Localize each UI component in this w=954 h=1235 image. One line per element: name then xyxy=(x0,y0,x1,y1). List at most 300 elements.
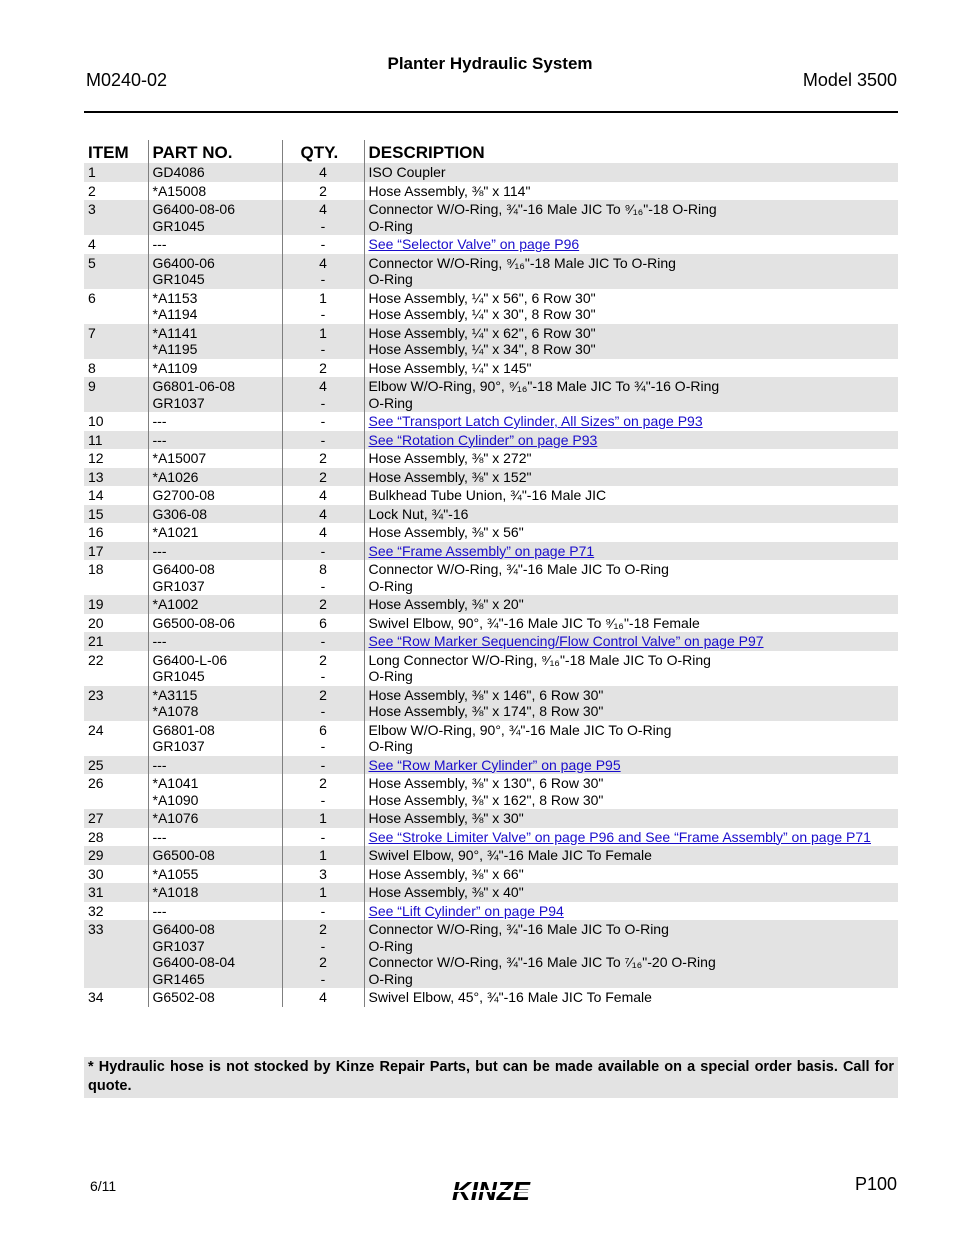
description-cell xyxy=(364,431,898,450)
item-number: 5 xyxy=(84,254,148,289)
description-text: O-Ring xyxy=(368,668,413,684)
description-line xyxy=(369,543,895,560)
quantity: - xyxy=(320,970,326,987)
footnote: * Hydraulic hose is not stocked by Kinze Repair Parts, but can be made available on a special order basis. Call for quote. xyxy=(84,1057,898,1098)
quantity: 4 xyxy=(319,487,327,503)
cross-reference-link[interactable]: See “Selector Valve” on page P96 xyxy=(368,236,580,252)
part-number-cell xyxy=(148,235,282,254)
quantity: 8 xyxy=(319,561,327,577)
part-number-cell xyxy=(148,542,282,561)
description-cell xyxy=(364,289,898,324)
quantity: 2 xyxy=(319,468,327,485)
item-number: 4 xyxy=(88,236,96,252)
quantity-cell xyxy=(282,200,364,235)
cross-reference-link[interactable]: See “Row Marker Sequencing/Flow Control Valve” on page P97 xyxy=(368,633,764,649)
part-number: *A1141 xyxy=(152,324,198,341)
quantity-cell xyxy=(282,846,364,865)
part-number-cell xyxy=(148,523,282,542)
quantity-cell xyxy=(282,505,364,524)
part-number: GR1037 xyxy=(152,577,205,594)
part-number: G6500-08 xyxy=(152,847,215,863)
description-line xyxy=(369,829,895,846)
description-cell xyxy=(364,560,898,595)
part-number: GR1037 xyxy=(152,738,205,754)
part-number: G6400-08 xyxy=(152,561,215,577)
quantity: 2 xyxy=(319,775,327,791)
description-line xyxy=(369,757,895,774)
quantity: 2 xyxy=(319,686,327,703)
part-number: G6400-L-06 xyxy=(152,651,228,668)
item-number: 7 xyxy=(84,324,148,359)
part-number: G306-08 xyxy=(152,505,207,522)
description-text: O-Ring xyxy=(368,937,413,954)
part-number: *A15007 xyxy=(152,450,207,466)
table-row xyxy=(84,809,898,828)
cross-reference-link[interactable]: See “Frame Assembly” on page P71 xyxy=(368,542,595,559)
part-number: G6400-08-06 xyxy=(152,201,236,217)
part-number-cell xyxy=(148,614,282,633)
item-number: 6 xyxy=(88,289,96,306)
part-number-cell xyxy=(148,359,282,378)
quantity: - xyxy=(320,271,326,287)
item-number: 15 xyxy=(84,505,148,524)
description-text: Lock Nut, ¾"-16 xyxy=(368,505,469,522)
quantity-cell xyxy=(282,920,364,988)
quantity-cell xyxy=(282,182,364,201)
quantity: 2 xyxy=(319,450,327,466)
part-number-cell xyxy=(148,182,282,201)
table-row xyxy=(84,468,898,487)
part-number: GR1465 xyxy=(152,970,205,987)
table-row xyxy=(84,324,898,359)
quantity: 4 xyxy=(319,164,327,180)
table-row xyxy=(84,920,898,988)
description-text: Elbow W/O-Ring, 90°, ¾"-16 Male JIC To O-Ring xyxy=(368,721,672,738)
table-row xyxy=(84,523,898,542)
item-number: 17 xyxy=(84,542,148,561)
description-text: O-Ring xyxy=(368,271,413,287)
part-number: G6400-06 xyxy=(152,254,215,271)
part-number: GR1037 xyxy=(152,394,205,411)
description-cell xyxy=(364,809,898,828)
description-cell xyxy=(364,721,898,756)
description-text: Hose Assembly, ⅜" x 56" xyxy=(368,524,524,540)
quantity: - xyxy=(320,703,326,719)
item-number: 12 xyxy=(88,450,104,466)
part-number: --- xyxy=(152,902,167,919)
cross-reference-link[interactable]: See “Rotation Cylinder” on page P93 xyxy=(368,431,598,448)
item-number: 23 xyxy=(84,686,148,721)
item-number: 9 xyxy=(84,377,148,412)
description-text: Hose Assembly, ⅜" x 20" xyxy=(368,596,524,612)
quantity-cell xyxy=(282,289,364,324)
part-number-cell xyxy=(148,163,282,182)
parts-table-body xyxy=(84,163,898,1007)
description-cell xyxy=(364,505,898,524)
model-label: Model 3500 xyxy=(802,70,897,90)
description-cell xyxy=(364,756,898,775)
quantity: - xyxy=(320,394,326,411)
description-cell xyxy=(364,920,898,988)
description-text: Connector W/O-Ring, ¾"-16 Male JIC To O-Ring xyxy=(368,561,669,577)
item-number: 33 xyxy=(84,920,148,988)
quantity: 4 xyxy=(319,524,327,540)
table-row xyxy=(84,560,898,595)
quantity: - xyxy=(320,236,326,252)
quantity: 4 xyxy=(319,254,327,271)
column-header-part-no: PART NO. xyxy=(148,140,282,163)
quantity-cell xyxy=(282,523,364,542)
table-row xyxy=(84,486,898,505)
part-number: *A1021 xyxy=(152,524,199,540)
table-row xyxy=(84,774,898,809)
quantity: 1 xyxy=(319,810,327,826)
part-number: G6500-08-06 xyxy=(152,614,236,631)
table-row xyxy=(84,254,898,289)
quantity-cell xyxy=(282,865,364,884)
part-number-cell xyxy=(148,721,282,756)
document-number: M0240-02 xyxy=(86,70,168,90)
description-text: Hose Assembly, ⅜" x 152" xyxy=(368,468,532,485)
cross-reference-link[interactable]: See “Lift Cylinder” on page P94 xyxy=(368,902,564,919)
table-row xyxy=(84,988,898,1007)
part-number: *A1041 xyxy=(152,775,199,791)
description-text: Bulkhead Tube Union, ¾"-16 Male JIC xyxy=(368,487,607,503)
part-number: *A1026 xyxy=(152,468,199,485)
quantity-cell xyxy=(282,614,364,633)
item-number: 31 xyxy=(84,883,148,902)
description-cell xyxy=(364,902,898,921)
item-number: 1 xyxy=(84,163,148,182)
quantity-cell xyxy=(282,809,364,828)
part-number: *A1078 xyxy=(152,703,199,719)
quantity-cell xyxy=(282,468,364,487)
quantity-cell xyxy=(282,542,364,561)
part-number: *A1153 xyxy=(152,289,198,306)
quantity-cell xyxy=(282,486,364,505)
quantity: 2 xyxy=(319,921,327,937)
part-number-cell xyxy=(148,324,282,359)
description-cell xyxy=(364,200,898,235)
column-header-description: DESCRIPTION xyxy=(364,140,898,163)
quantity: 6 xyxy=(319,614,327,631)
part-number-cell xyxy=(148,686,282,721)
description-text: Hose Assembly, ⅜" x 30" xyxy=(368,810,524,826)
table-row xyxy=(84,235,898,254)
kinze-logo xyxy=(430,1177,552,1205)
quantity-cell xyxy=(282,721,364,756)
part-number: G6400-08 xyxy=(152,921,215,937)
quantity: - xyxy=(320,937,326,954)
quantity: - xyxy=(320,791,326,808)
table-row xyxy=(84,846,898,865)
description-cell xyxy=(364,828,898,847)
quantity: 2 xyxy=(319,954,327,970)
description-line xyxy=(369,633,895,650)
description-text: Hose Assembly, ¼" x 62", 6 Row 30" xyxy=(368,324,596,341)
part-number: --- xyxy=(152,633,167,649)
quantity-cell xyxy=(282,254,364,289)
description-cell xyxy=(364,632,898,651)
description-cell xyxy=(364,235,898,254)
table-row xyxy=(84,686,898,721)
quantity: 4 xyxy=(319,989,327,1005)
quantity: 1 xyxy=(319,884,327,900)
quantity: - xyxy=(320,668,326,684)
table-row xyxy=(84,828,898,847)
part-number: GD4086 xyxy=(152,164,205,180)
part-number-cell xyxy=(148,377,282,412)
part-number-cell xyxy=(148,828,282,847)
item-number: 30 xyxy=(88,865,104,882)
part-number: G6801-08 xyxy=(152,721,215,738)
description-cell xyxy=(364,988,898,1007)
table-row xyxy=(84,902,898,921)
column-header-qty: QTY. xyxy=(282,140,364,163)
description-cell xyxy=(364,651,898,686)
part-number: *A1090 xyxy=(152,791,199,808)
description-text: O-Ring xyxy=(368,217,413,234)
item-number: 28 xyxy=(88,828,104,845)
quantity-cell xyxy=(282,828,364,847)
description-text: O-Ring xyxy=(368,970,413,987)
quantity-cell xyxy=(282,902,364,921)
quantity: - xyxy=(320,902,326,919)
item-number: 16 xyxy=(88,524,104,540)
description-cell xyxy=(364,324,898,359)
part-number-cell xyxy=(148,883,282,902)
quantity-cell xyxy=(282,756,364,775)
page-number: P100 xyxy=(854,1174,897,1194)
part-number: GR1045 xyxy=(152,668,205,684)
part-number: G2700-08 xyxy=(152,487,215,503)
part-number: --- xyxy=(152,413,167,429)
part-number: *A1055 xyxy=(152,865,199,882)
part-number-cell xyxy=(148,651,282,686)
description-text: Swivel Elbow, 45°, ¾"-16 Male JIC To Female xyxy=(368,989,652,1005)
description-line xyxy=(369,432,895,449)
item-number: 25 xyxy=(84,756,148,775)
quantity: 6 xyxy=(319,721,327,738)
quantity: 2 xyxy=(319,596,327,612)
part-number-cell xyxy=(148,920,282,988)
description-cell xyxy=(364,163,898,182)
part-number-cell xyxy=(148,486,282,505)
quantity-cell xyxy=(282,431,364,450)
description-text: O-Ring xyxy=(368,577,413,594)
description-text: Hose Assembly, ⅜" x 146", 6 Row 30" xyxy=(368,686,604,703)
parts-table xyxy=(84,140,898,1007)
table-row xyxy=(84,632,898,651)
part-number: *A1195 xyxy=(152,341,198,357)
description-cell xyxy=(364,468,898,487)
quantity: 2 xyxy=(319,651,327,668)
table-row xyxy=(84,756,898,775)
quantity: - xyxy=(320,431,326,448)
quantity-cell xyxy=(282,412,364,431)
description-text: Swivel Elbow, 90°, ¾"-16 Male JIC To Female xyxy=(368,847,652,863)
item-number: 21 xyxy=(84,632,148,651)
quantity: 2 xyxy=(319,182,327,199)
part-number: *A1076 xyxy=(152,810,199,826)
part-number-cell xyxy=(148,595,282,614)
description-text: O-Ring xyxy=(368,394,413,411)
quantity-cell xyxy=(282,651,364,686)
table-row xyxy=(84,542,898,561)
part-number-cell xyxy=(148,865,282,884)
part-number: GR1045 xyxy=(152,271,205,287)
item-number: 20 xyxy=(88,614,104,631)
description-line xyxy=(369,236,895,253)
part-number-cell xyxy=(148,632,282,651)
item-number: 29 xyxy=(84,846,148,865)
part-number: *A3115 xyxy=(152,686,198,703)
quantity-cell xyxy=(282,163,364,182)
part-number-cell xyxy=(148,200,282,235)
table-row xyxy=(84,614,898,633)
item-number: 14 xyxy=(88,487,104,503)
table-row xyxy=(84,505,898,524)
part-number-cell xyxy=(148,560,282,595)
quantity: 4 xyxy=(319,201,327,217)
quantity: - xyxy=(320,828,326,845)
table-row xyxy=(84,883,898,902)
table-row xyxy=(84,359,898,378)
description-text: Hose Assembly, ⅜" x 272" xyxy=(368,450,532,466)
description-cell xyxy=(364,865,898,884)
table-row xyxy=(84,289,898,324)
part-number-cell xyxy=(148,902,282,921)
description-text: Connector W/O-Ring, ¾"-16 Male JIC To ⁷⁄₁₆"-20 O-Ring xyxy=(368,954,716,970)
quantity: 2 xyxy=(319,359,327,376)
table-row xyxy=(84,200,898,235)
item-number: 18 xyxy=(88,561,104,577)
quantity: 4 xyxy=(319,505,327,522)
part-number: G6400-08-04 xyxy=(152,954,236,970)
table-row xyxy=(84,865,898,884)
part-number-cell xyxy=(148,988,282,1007)
quantity-cell xyxy=(282,560,364,595)
description-text: Connector W/O-Ring, ¾"-16 Male JIC To O-Ring xyxy=(368,921,669,937)
item-number: 8 xyxy=(88,359,96,376)
item-number: 11 xyxy=(84,431,148,450)
item-number: 13 xyxy=(84,468,148,487)
table-row xyxy=(84,163,898,182)
quantity: - xyxy=(320,341,326,357)
header-divider xyxy=(84,111,898,113)
table-row xyxy=(84,449,898,468)
quantity: 3 xyxy=(319,865,327,882)
description-text: Hose Assembly, ⅜" x 40" xyxy=(368,884,524,900)
quantity: 1 xyxy=(319,324,327,341)
part-number-cell xyxy=(148,254,282,289)
quantity-cell xyxy=(282,377,364,412)
description-cell xyxy=(364,595,898,614)
quantity: - xyxy=(320,738,326,754)
part-number-cell xyxy=(148,412,282,431)
quantity-cell xyxy=(282,883,364,902)
description-text: Connector W/O-Ring, ⁹⁄₁₆"-18 Male JIC To O-Ring xyxy=(368,254,676,271)
part-number: G6801-06-08 xyxy=(152,378,236,394)
part-number: *A15008 xyxy=(152,182,207,199)
table-row xyxy=(84,412,898,431)
quantity-cell xyxy=(282,324,364,359)
quantity: - xyxy=(320,577,326,594)
part-number-cell xyxy=(148,756,282,775)
description-line xyxy=(369,413,895,430)
description-cell xyxy=(364,182,898,201)
description-cell xyxy=(364,614,898,633)
part-number-cell xyxy=(148,505,282,524)
description-text: Hose Assembly, ¼" x 145" xyxy=(368,359,532,376)
description-text: Hose Assembly, ⅜" x 162", 8 Row 30" xyxy=(368,791,604,808)
description-text: Hose Assembly, ¼" x 34", 8 Row 30" xyxy=(368,341,596,357)
description-text: O-Ring xyxy=(368,738,413,754)
part-number-cell xyxy=(148,289,282,324)
table-row xyxy=(84,431,898,450)
item-number: 34 xyxy=(88,989,104,1005)
item-number: 3 xyxy=(84,200,148,235)
cross-reference-link[interactable]: See “Transport Latch Cylinder, All Sizes” on page P93 xyxy=(368,413,703,429)
description-text: Long Connector W/O-Ring, ⁹⁄₁₆"-18 Male JIC To O-Ring xyxy=(368,651,711,668)
table-row xyxy=(84,651,898,686)
description-text: Elbow W/O-Ring, 90°, ⁹⁄₁₆"-18 Male JIC To ¾"-16 O-Ring xyxy=(368,378,720,394)
description-cell xyxy=(364,846,898,865)
cross-reference-link[interactable]: See “Row Marker Cylinder” on page P95 xyxy=(368,756,621,773)
logo-text: KINZE xyxy=(452,1177,530,1205)
part-number-cell xyxy=(148,449,282,468)
description-text: Hose Assembly, ¼" x 30", 8 Row 30" xyxy=(368,306,596,322)
part-number: G6502-08 xyxy=(152,989,215,1005)
quantity: - xyxy=(320,756,326,773)
quantity: 1 xyxy=(319,289,327,306)
quantity-cell xyxy=(282,686,364,721)
description-text: Swivel Elbow, 90°, ¾"-16 Male JIC To ⁹⁄₁₆"-18 Female xyxy=(368,614,700,631)
description-text: Hose Assembly, ⅜" x 174", 8 Row 30" xyxy=(368,703,604,719)
description-cell xyxy=(364,412,898,431)
cross-reference-link[interactable]: See “Stroke Limiter Valve” on page P96 and See “Frame Assembly” on page P71 xyxy=(368,828,871,845)
description-text: Hose Assembly, ⅜" x 114" xyxy=(368,182,531,199)
item-number: 24 xyxy=(88,721,104,738)
item-number: 19 xyxy=(84,595,148,614)
quantity-cell xyxy=(282,235,364,254)
description-cell xyxy=(364,254,898,289)
table-row xyxy=(84,377,898,412)
item-number: 32 xyxy=(88,902,104,919)
part-number-cell xyxy=(148,431,282,450)
quantity-cell xyxy=(282,359,364,378)
page-title: Planter Hydraulic System xyxy=(387,54,593,73)
description-cell xyxy=(364,377,898,412)
footer-date: 6/11 xyxy=(90,1178,117,1194)
table-row xyxy=(84,721,898,756)
quantity: - xyxy=(320,306,326,322)
part-number: --- xyxy=(152,828,167,845)
quantity: - xyxy=(320,217,326,234)
quantity-cell xyxy=(282,632,364,651)
description-cell xyxy=(364,542,898,561)
quantity: - xyxy=(320,413,326,429)
quantity: - xyxy=(320,542,326,559)
part-number: GR1045 xyxy=(152,217,205,234)
part-number: --- xyxy=(152,756,167,773)
description-text: Hose Assembly, ⅜" x 66" xyxy=(368,865,524,882)
quantity: 4 xyxy=(319,378,327,394)
quantity-cell xyxy=(282,774,364,809)
quantity: - xyxy=(320,633,326,649)
item-number: 27 xyxy=(84,809,148,828)
table-header-row xyxy=(84,140,898,163)
